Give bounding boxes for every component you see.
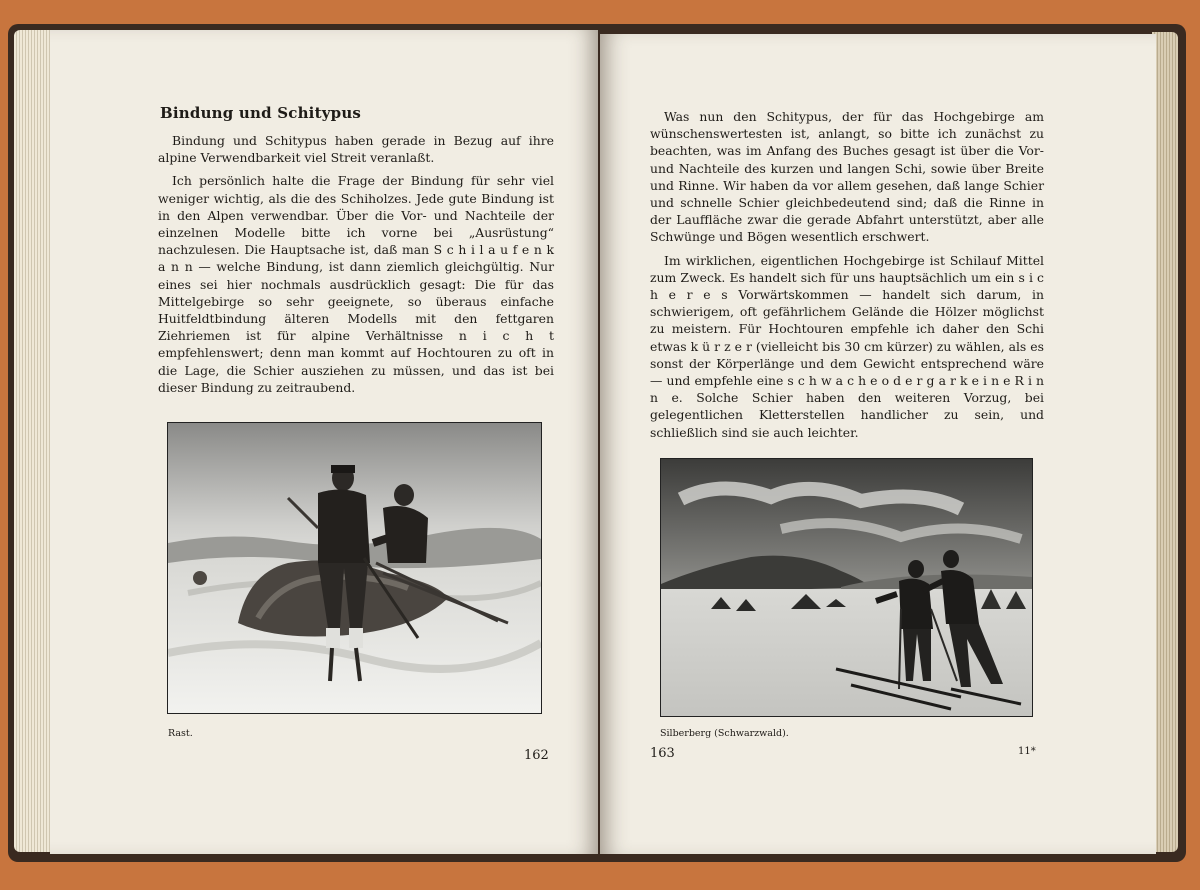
right-page	[600, 34, 1156, 854]
right-page-text	[650, 108, 1044, 447]
photo-caption: Rast.	[168, 728, 193, 739]
left-page-text	[158, 132, 554, 402]
left-page	[50, 30, 598, 854]
photo-caption: Silberberg (Schwarzwald).	[660, 728, 789, 739]
paragraph: Im wirklichen, eigentlichen Hochgebirge ist Schilauf Mittel zum Zweck. Es handelt sich für uns hauptsächlich um ein s i c h e r e s Vorwärtskommen — handelt sich darum, in schwierigem, oft gefährlichem Gelände die Hölzer möglichst zu meistern. Für Hochtouren empfehle ich daher den Schi etwas k ü r z e r (vielleicht bis 30 cm kürzer) zu wählen, als es sonst der Körperlänge und dem Gewicht entsprechend wäre — und empfehle eine s c h w a c h e o d e r g a r k e i n e R i n n e. Solche Schier haben den weiteren Vorzug, bei gelegentlichen Kletterstellen handlicher zu sein, und schließlich sind sie auch leichter.	[650, 252, 1044, 440]
section-heading: Bindung und Schitypus	[160, 104, 362, 122]
paragraph: Bindung und Schitypus haben gerade in Bezug auf ihre alpine Verwendbarkeit viel Streit veranlaßt.	[158, 133, 554, 166]
photo-silberberg	[660, 458, 1033, 717]
signature-mark: 11*	[1018, 746, 1036, 757]
page-number: 162	[524, 748, 549, 763]
page-number: 163	[650, 746, 675, 761]
paragraph: Ich persönlich halte die Frage der Bindung für sehr viel weniger wichtig, als die des Schiholzes. Jede gute Bindung ist in den Alpen verwendbar. Über die Vor- und Nachteile der einzelnen Modelle bitte ich vorne bei „Ausrüstung“ nachzulesen. Die Hauptsache ist, daß man S c h i l a u f e n k a n n — welche Bindung, ist dann ziemlich gleichgültig. Nur eines sei hier nochmals ausdrücklich gesagt: Die für das Mittelgebirge so sehr geeignete, so überaus einfache Huitfeldtbindung älteren Modells mit den fettgaren Ziehriemen ist für alpine Verhältnisse n i c h t empfehlenswert; denn man kommt auf Hochtouren zu oft in die Lage, die Schier ausziehen zu müssen, und das ist bei dieser Bindung zu zeitraubend.	[158, 173, 554, 395]
photo-rast	[167, 422, 542, 714]
page-edges-left	[14, 30, 54, 852]
paragraph: Was nun den Schitypus, der für das Hochgebirge am wünschenswertesten ist, anlangt, so bitte ich zunächst zu beachten, was im Anfang des Buches gesagt ist über die Vor- und Nachteile des kurzen und langen Schi, sowie über Breite und Rinne. Wir haben da vor allem gesehen, daß lange Schier und schnelle Schier gleichbedeutend sind; daß die Rinne in der Lauffläche zwar die gerade Abfahrt unterstützt, aber alle Schwünge und Bögen wesentlich erschwert.	[650, 109, 1044, 245]
